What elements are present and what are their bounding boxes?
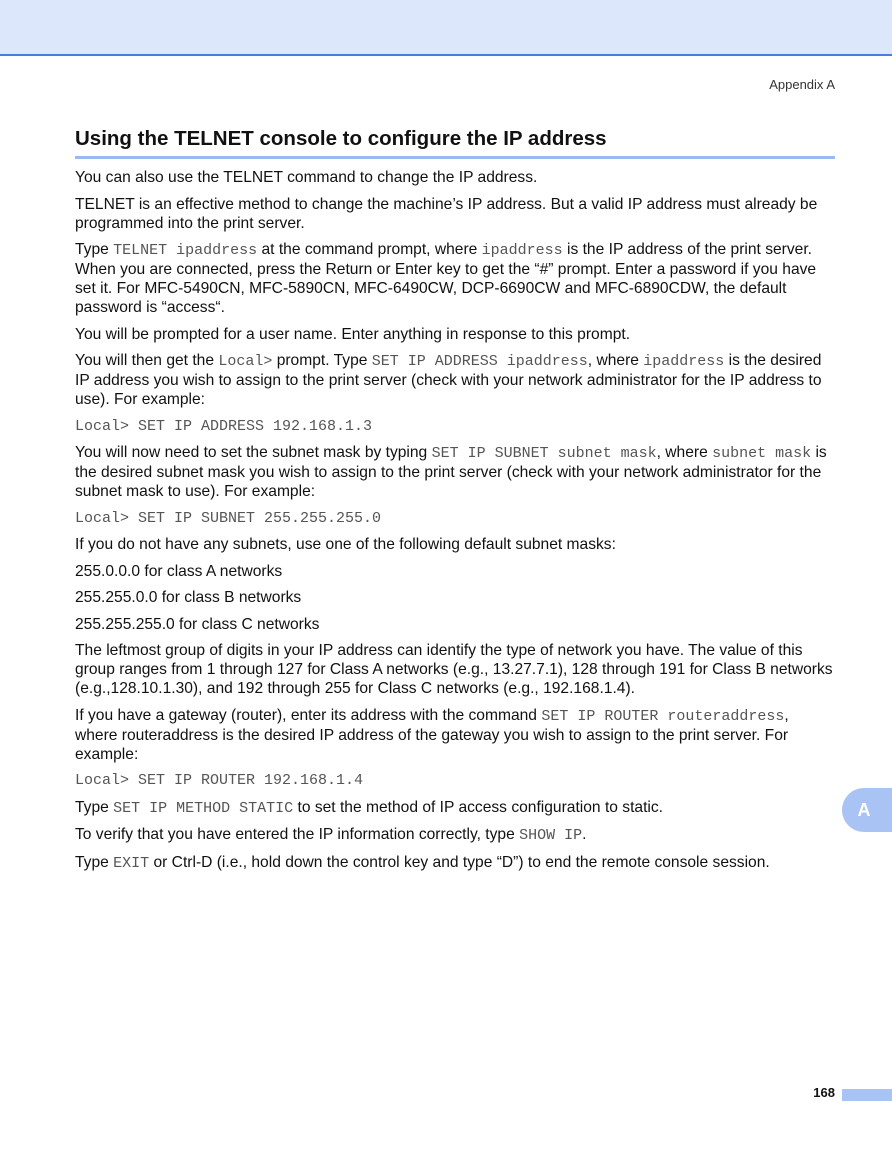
inline-code: ipaddress [481, 242, 563, 259]
running-header: Appendix A [769, 77, 835, 92]
text: You will now need to set the subnet mask by typing [75, 444, 432, 461]
section-title: Using the TELNET console to configure the IP address [75, 127, 835, 159]
text: Type [75, 798, 114, 816]
inline-code: SET IP ADDRESS ipaddress [371, 353, 588, 370]
mask-class-a: 255.0.0.0 for class A networks [75, 562, 283, 580]
text: To verify that you have entered the IP information correctly, type [75, 826, 520, 843]
text: Type [75, 853, 114, 871]
text: or Ctrl-D (i.e., hold down the control key and type “D”) to end the remote console session. [149, 853, 770, 871]
text: is the desired IP address you wish to assign to the print server (check with your network administrator for the IP address to use). For example: [75, 352, 822, 408]
text: , where [587, 352, 644, 369]
text: If you have a gateway (router), enter its address with the command [75, 706, 542, 724]
code-example-router: Local> SET IP ROUTER 192.168.1.4 [75, 772, 364, 789]
text: to set the method of IP access configuration to static. [293, 798, 664, 816]
inline-code: TELNET ipaddress [113, 242, 258, 259]
paragraph-telnet-method: TELNET is an effective method to change the machine’s IP address. But a valid IP address must already be programmed into the print server. [75, 195, 818, 232]
header-band [0, 0, 892, 56]
inline-code: SHOW IP [519, 827, 583, 844]
text: is the desired subnet mask you wish to assign to the print server (check with your network administrator for the subnet mask to use). For example: [75, 444, 827, 500]
text: Type [75, 241, 114, 258]
code-example-subnet: Local> SET IP SUBNET 255.255.255.0 [75, 509, 382, 527]
text: prompt. Type [272, 352, 372, 369]
text: . [582, 826, 587, 843]
mask-class-b: 255.255.0.0 for class B networks [75, 589, 302, 606]
page-number: 168 [813, 1085, 835, 1100]
inline-code: SET IP SUBNET subnet mask [431, 445, 657, 462]
inline-code: subnet mask [712, 445, 812, 462]
paragraph-exit [75, 853, 835, 873]
paragraph-intro: You can also use the TELNET command to change the IP address. [75, 169, 538, 186]
text: , where [656, 444, 713, 461]
code-example-address: Local> SET IP ADDRESS 192.168.1.3 [75, 417, 373, 435]
paragraph-subnet-mask [75, 443, 835, 501]
inline-code: ipaddress [643, 353, 725, 370]
body-content [75, 168, 835, 880]
appendix-side-tab: A [842, 788, 892, 832]
footer-bar [842, 1089, 892, 1101]
paragraph-telnet-command [75, 240, 835, 317]
paragraph-default-masks: If you do not have any subnets, use one of the following default subnet masks: [75, 536, 616, 553]
paragraph-user-name: You will be prompted for a user name. Enter anything in response to this prompt. [75, 325, 631, 343]
paragraph-gateway [75, 706, 835, 764]
text: at the command prompt, where [257, 241, 482, 258]
inline-code: EXIT [113, 854, 150, 872]
mask-class-c: 255.255.255.0 for class C networks [75, 615, 320, 633]
inline-code: SET IP ROUTER routeraddress [541, 707, 785, 725]
paragraph-network-classes: The leftmost group of digits in your IP address can identify the type of network you have. The value of this group ranges from 1 through 127 for Class A networks (e.g., 13.27.7.1), 128 through 191 for Class B networks (e.g.,128.10.1.30), and 192 through 255 for Class C networks (e.g., 192.168.1.4). [75, 642, 833, 697]
inline-code: Local> [218, 353, 273, 370]
text: is the IP address of the print server. When you are connected, press the Return or Enter key to get the “#” prompt. Enter a password if you have set it. For MFC-5490CN, MFC-5890CN, MFC-6490CW, DCP-6690CW and MFC-6890CDW, the default password is “access“. [75, 241, 817, 316]
text: You will then get the [75, 352, 219, 369]
paragraph-set-ip-address [75, 351, 835, 409]
inline-code: SET IP METHOD STATIC [113, 799, 294, 817]
text: , where routeraddress is the desired IP address of the gateway you wish to assign to the print server. For example: [75, 706, 789, 763]
paragraph-method-static [75, 798, 835, 818]
paragraph-verify [75, 825, 835, 845]
